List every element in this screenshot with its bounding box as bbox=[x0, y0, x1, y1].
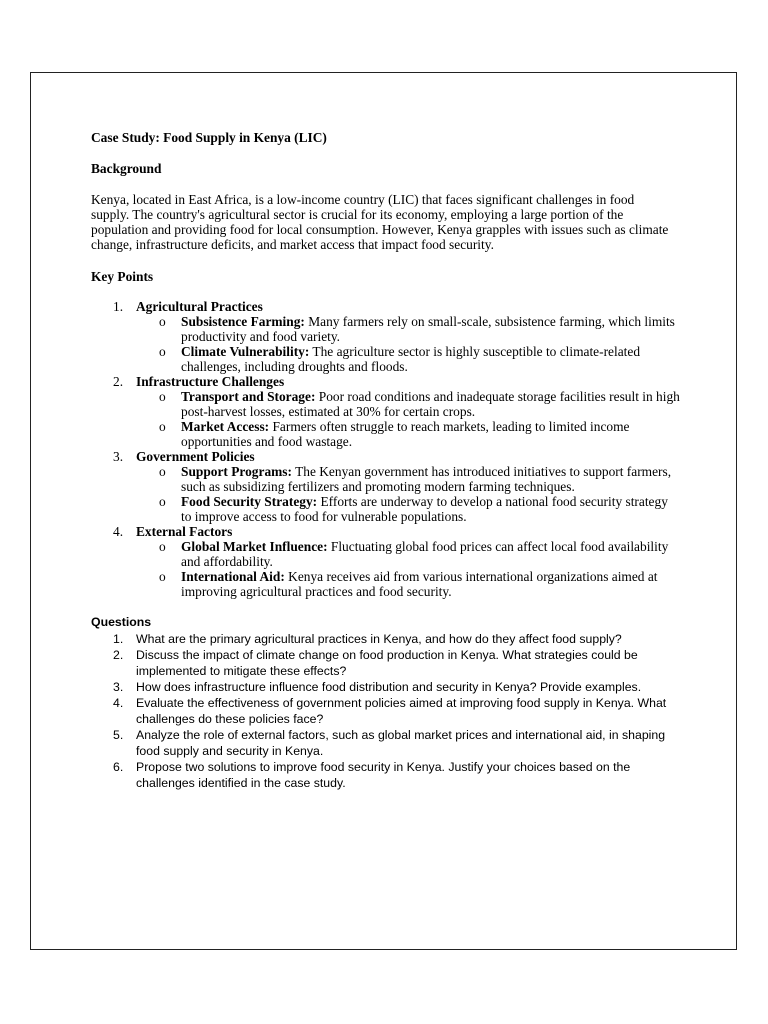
question-number: 3. bbox=[113, 680, 124, 694]
question-number: 6. bbox=[113, 760, 124, 774]
key-point-category: Agricultural Practices bbox=[136, 299, 263, 314]
sub-point-list bbox=[136, 389, 681, 449]
sub-point-text: Many farmers rely on small-scale, subsistence farming, which limits productivity and food variety. bbox=[181, 314, 675, 344]
key-point-category: Government Policies bbox=[136, 449, 255, 464]
sub-point-list bbox=[136, 539, 681, 599]
sub-point-item bbox=[136, 344, 681, 374]
sub-point-text: Kenya receives aid from various international organizations aimed at improving agricultural practices and food security. bbox=[181, 569, 658, 599]
question-text: What are the primary agricultural practices in Kenya, and how do they affect food supply? bbox=[136, 632, 622, 646]
sub-point-term: Transport and Storage: bbox=[181, 389, 316, 404]
key-points-list bbox=[91, 299, 681, 599]
question-item bbox=[91, 727, 681, 759]
question-text: Evaluate the effectiveness of government policies aimed at improving food supply in Kenya. What challenges do these policies face? bbox=[136, 696, 667, 726]
sub-point-text: Farmers often struggle to reach markets, leading to limited income opportunities and food wastage. bbox=[181, 419, 630, 449]
document-title: Case Study: Food Supply in Kenya (LIC) bbox=[91, 130, 327, 145]
question-text: Discuss the impact of climate change on food production in Kenya. What strategies could be implemented to mitigate these effects? bbox=[136, 648, 638, 678]
bullet-marker: o bbox=[159, 539, 166, 554]
key-point-item bbox=[91, 299, 681, 374]
key-point-number: 1. bbox=[113, 299, 124, 314]
question-number: 1. bbox=[113, 632, 124, 646]
questions-heading: Questions bbox=[91, 615, 152, 629]
sub-point-list bbox=[136, 314, 681, 374]
question-item bbox=[91, 647, 681, 679]
questions-list bbox=[91, 631, 681, 791]
sub-point-item bbox=[136, 389, 681, 419]
sub-point-item bbox=[136, 539, 681, 569]
key-points-heading: Key Points bbox=[91, 269, 154, 284]
sub-point-item bbox=[136, 569, 681, 599]
sub-point-item bbox=[136, 314, 681, 344]
sub-point-text: The agriculture sector is highly susceptible to climate-related challenges, including droughts and floods. bbox=[181, 344, 641, 374]
sub-point-text: The Kenyan government has introduced initiatives to support farmers, such as subsidizing fertilizers and promoting modern farming techniques. bbox=[181, 464, 672, 494]
key-point-number: 2. bbox=[113, 374, 124, 389]
question-text: How does infrastructure influence food distribution and security in Kenya? Provide examples. bbox=[136, 680, 642, 694]
bullet-marker: o bbox=[159, 464, 166, 479]
key-point-category: Infrastructure Challenges bbox=[136, 374, 285, 389]
question-item bbox=[91, 695, 681, 727]
sub-point-text: Efforts are underway to develop a national food security strategy to improve access to food for vulnerable populations. bbox=[181, 494, 668, 524]
sub-point-list bbox=[136, 464, 681, 524]
question-number: 2. bbox=[113, 648, 124, 662]
question-item bbox=[91, 679, 681, 695]
sub-point-text: Poor road conditions and inadequate storage facilities result in high post-harvest losses, estimated at 30% for certain crops. bbox=[181, 389, 680, 419]
sub-point-term: Food Security Strategy: bbox=[181, 494, 318, 509]
sub-point-item bbox=[136, 419, 681, 449]
question-item bbox=[91, 759, 681, 791]
key-point-category: External Factors bbox=[136, 524, 233, 539]
sub-point-term: Climate Vulnerability: bbox=[181, 344, 310, 359]
bullet-marker: o bbox=[159, 389, 166, 404]
sub-point-term: International Aid: bbox=[181, 569, 285, 584]
bullet-marker: o bbox=[159, 419, 166, 434]
sub-point-item bbox=[136, 464, 681, 494]
sub-point-text: Fluctuating global food prices can affect local food availability and affordability. bbox=[181, 539, 669, 569]
question-number: 5. bbox=[113, 728, 124, 742]
sub-point-term: Market Access: bbox=[181, 419, 270, 434]
question-text: Analyze the role of external factors, such as global market prices and international aid, in shaping food supply and security in Kenya. bbox=[136, 728, 666, 758]
bullet-marker: o bbox=[159, 314, 166, 329]
key-point-item bbox=[91, 374, 681, 449]
question-item bbox=[91, 631, 681, 647]
document-page bbox=[30, 72, 737, 950]
sub-point-item bbox=[136, 494, 681, 524]
sub-point-term: Subsistence Farming: bbox=[181, 314, 305, 329]
sub-point-term: Global Market Influence: bbox=[181, 539, 328, 554]
key-point-item bbox=[91, 449, 681, 524]
question-number: 4. bbox=[113, 696, 124, 710]
bullet-marker: o bbox=[159, 569, 166, 584]
key-point-item bbox=[91, 524, 681, 599]
question-text: Propose two solutions to improve food security in Kenya. Justify your choices based on the challenges identified in the case study. bbox=[136, 760, 631, 790]
key-point-number: 3. bbox=[113, 449, 124, 464]
bullet-marker: o bbox=[159, 494, 166, 509]
sub-point-term: Support Programs: bbox=[181, 464, 292, 479]
background-heading: Background bbox=[91, 161, 162, 176]
bullet-marker: o bbox=[159, 344, 166, 359]
key-point-number: 4. bbox=[113, 524, 124, 539]
background-paragraph: Kenya, located in East Africa, is a low-income country (LIC) that faces significant challenges in food supply. The country's agricultural sector is crucial for its economy, employing a large portion of the population and providing food for local consumption. However, Kenya grapples with issues such as climate change, infrastructure deficits, and market access that impact food security. bbox=[91, 192, 669, 252]
